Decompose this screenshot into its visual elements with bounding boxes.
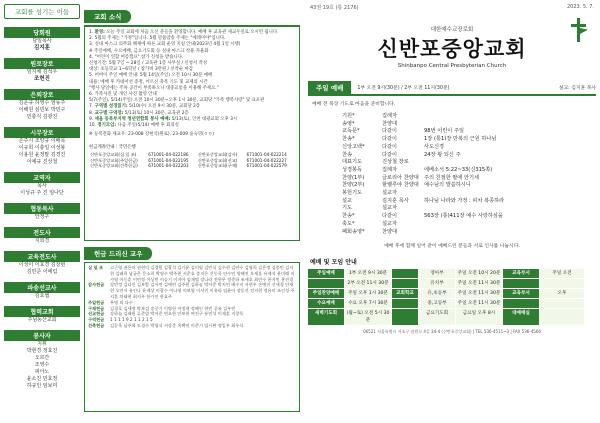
schedule-cell: 주일 오전 11시 30분	[457, 281, 501, 287]
order-person: 김지훈 목사	[382, 197, 409, 204]
order-item: 축도*	[342, 220, 355, 227]
sidebar-heading: 협력교회	[4, 306, 80, 317]
order-item: 폐회송영*	[342, 228, 365, 235]
order-person: 다같이	[382, 151, 398, 158]
sidebar-row: 이규희 이충일 이성봉	[18, 145, 66, 151]
order-row	[342, 167, 596, 175]
church-cross-icon	[568, 18, 590, 44]
sidebar-row: 목사	[37, 183, 47, 189]
order-row	[342, 144, 596, 152]
masthead-top	[308, 4, 596, 11]
worship-order	[308, 113, 596, 236]
sidebar-row: 지희경	[34, 238, 50, 244]
order-item: 성경봉독	[342, 166, 363, 173]
order-row	[342, 128, 596, 136]
offering-label: 선교헌금	[88, 311, 105, 317]
order-item: 교독문*	[342, 128, 360, 135]
news-body: 실내 마스크 의무화 해제에 따른 교회 운영 지침 안내(2023년 4월 1일 시행)	[94, 42, 241, 48]
order-detail	[424, 159, 596, 167]
sidebar-row: 민충식 김광진	[26, 114, 58, 120]
staff-sidebar	[4, 4, 80, 390]
offering-row	[88, 282, 296, 299]
sidebar-row: 조영수	[34, 362, 50, 368]
order-person: 설교자	[382, 220, 398, 227]
news-item	[89, 123, 295, 129]
sidebar-row: 주님동산교회	[27, 317, 57, 323]
bank-row	[89, 163, 295, 169]
schedule-cell	[392, 279, 418, 288]
schedule-cell	[540, 299, 584, 308]
order-item: 기도	[342, 205, 353, 212]
sidebar-heading: 교육전도사	[4, 251, 80, 262]
order-row	[342, 159, 596, 167]
news-no: 5.	[89, 73, 94, 79]
offering-names: 김경호 김세정 박보검 송중기 이병헌 이정재 정해인 현빈 공유 김우빈	[110, 305, 236, 311]
schedule-cell: 수요예배	[308, 299, 344, 308]
offering-names: 1 1 1 1 9 2 1 1 2 1 5	[110, 317, 153, 323]
schedule-cell	[503, 279, 539, 288]
order-item: 대표기도	[342, 159, 363, 166]
news-title: 환영:	[94, 30, 105, 35]
order-item: 설교	[342, 197, 353, 204]
sidebar-heading: 협동목사	[4, 203, 80, 214]
order-person: 할렐루야 찬양대	[382, 182, 419, 189]
bank-cell: 671001-04-022203	[148, 163, 189, 169]
order-person: 집례자	[382, 113, 398, 119]
sidebar-heading: 전도사	[4, 227, 80, 238]
order-item: 봉헌기도	[342, 190, 363, 197]
sidebar-row: 피아노	[34, 369, 50, 375]
bank-cell: 671001-04-022579	[246, 163, 287, 169]
schedule-cell: 유,초등부	[419, 289, 455, 298]
sidebar-row: 박현경 정효진	[26, 348, 58, 354]
offering-names: 강하늘 김래원 류준열 박서준 변요한 안보현 여진구 유연석 이제훈 지창욱	[110, 311, 244, 317]
order-person: 찬양대	[382, 228, 398, 235]
news-no: 8.	[89, 110, 94, 116]
sidebar-row: 조헌진	[34, 76, 50, 82]
sidebar-row: 이용원 윤정말 김경진	[18, 152, 66, 158]
schedule-cell: 새벽기도회	[308, 309, 344, 325]
schedule-cell: 주일 오전 11시 30분	[457, 291, 501, 297]
bank-table	[89, 152, 295, 169]
bank-cell: 신반포중앙교회(감사)	[197, 152, 238, 158]
schedule-cell: 주일예배	[308, 269, 344, 278]
news-body: "행사 당일에는 주차 공간이 부족하오니 대중교통을 이용해 주세요."	[89, 85, 219, 91]
sidebar-row: 이예규 진상철	[26, 159, 58, 165]
news-body: 내용: 예배 후 카네이션 증정, 어르신 축복 기도 및 교제의 시간	[89, 79, 208, 85]
worship-time: 1부 오전 9시(30분) / 2부 오전 11시(30분)	[357, 86, 450, 91]
sidebar-row: 하규인 임보미	[26, 383, 58, 389]
schedule-cell	[392, 299, 418, 308]
news-header: 교회 소식	[84, 10, 131, 23]
news-body: 다음 주일(5/14) 예배 후 회의실	[117, 123, 179, 129]
order-row	[342, 136, 596, 144]
schedule-cell: 금요기도회	[419, 309, 455, 325]
prayer-box	[84, 262, 300, 412]
news-body: 어버이 주일 예배 안내: 5월 14일(주일) 오전 10시 30분 예배	[94, 73, 213, 79]
sidebar-heading: 당회원	[4, 27, 80, 38]
offering-label: 감사헌금	[88, 282, 105, 288]
news-title: 교구별 구역장:	[94, 110, 124, 116]
bank-cell: 신반포중앙교회(구제)	[197, 163, 238, 169]
schedule-cell: 2부 오전 11시 30분	[345, 279, 391, 288]
schedule-cell: 교회학교	[392, 289, 418, 298]
church-name-en: Shinbanpo Central Presbyterian Church	[397, 63, 507, 69]
news-body: "어린이 연합 여름캠프" 참가 신청을 받습니다.	[94, 54, 184, 60]
sidebar-heading: 원로장로	[4, 58, 80, 69]
offering-names: 김동욱 남주혁 도경수 박형식 서강준 옥택연 이준기 임시완 정일우 최우식	[110, 322, 244, 328]
order-row	[342, 205, 596, 213]
order-person: 다같이	[382, 136, 398, 143]
order-person: 설교자	[382, 205, 398, 212]
offering-label: 주일헌금	[88, 299, 105, 305]
sidebar-row: 임지채 김석우	[26, 69, 58, 75]
sidebar-heading: 교역자	[4, 172, 80, 183]
closing-note: 예배 후에 함께 일어 같이 예배드린 분들과 서로 인사를 나눕시다.	[384, 244, 520, 250]
news-no: 4.	[89, 54, 94, 60]
bank-cell: 671001-04-022214	[246, 152, 287, 158]
church-name: 신반포중앙교회	[377, 36, 527, 61]
order-row	[342, 198, 596, 206]
order-detail: 563장 (통)411장 예수 사랑하심을	[424, 213, 503, 220]
news-no: 3.	[89, 42, 94, 48]
bank-cell: 신반포중앙교회(선교)	[197, 157, 238, 163]
sidebar-row: 이성규 주 진 임나단	[20, 190, 64, 196]
sidebar-row: 지휘	[37, 341, 47, 347]
order-person: 설교자	[382, 190, 398, 197]
bank-cell: 671001-04-022186	[148, 152, 189, 158]
order-detail: 주의 친절한 팔에 안기세	[424, 174, 480, 181]
news-body: 가족사진 및 개인 사진 촬영 안내	[94, 92, 157, 98]
order-item: 기원*	[342, 113, 355, 119]
news-no: 1.	[89, 30, 94, 35]
sidebar-row: 담임목사	[32, 38, 52, 44]
order-detail: 하나님 나라와 가정 : 피차 복종하라	[424, 197, 505, 204]
news-body: 대상: 초등학교 1~6학년 / 참가비 3만원 / 선착순 마감	[89, 67, 194, 73]
sidebar-heading: 은퇴장로	[4, 89, 80, 100]
sidebar-row: 오르간	[34, 355, 50, 361]
schedule-cell	[392, 269, 418, 278]
bank-cell: 신반포중앙교회(십 일 조)	[90, 152, 137, 158]
bank-title: 헌금계좌안내 : 국민은행	[89, 145, 136, 151]
order-row	[342, 121, 596, 129]
offering-label: 건축헌금	[88, 322, 105, 328]
bulletin-main	[308, 4, 596, 335]
worship-tag: 주일 예배	[308, 81, 351, 94]
order-item: 찬송	[342, 151, 353, 158]
worship-bar	[308, 81, 596, 96]
order-detail: 98번 어린이 주일	[424, 128, 464, 135]
news-no: 10.	[89, 123, 96, 129]
news-title: 구역별 성경읽기:	[94, 104, 128, 110]
offering-names: 무명 외 다수	[110, 299, 133, 305]
order-detail: 1장 (통1)장 만복의 근원 하나님	[424, 136, 497, 143]
order-person: 다같이	[382, 128, 398, 135]
order-item: 찬양(1부)	[342, 174, 365, 181]
order-detail: 에베소서 5:22~33(신315쪽)	[424, 166, 493, 173]
schedule-cell: 중,고등부	[419, 299, 455, 308]
order-detail	[424, 205, 596, 213]
order-row	[342, 182, 596, 190]
phone-note: ※ 등록전화 새교우: 23-008 강현석(원로), 23-009 윤숙영(ㅇㅇ)	[89, 132, 214, 138]
schedule-cell	[503, 299, 539, 308]
schedule-cell: 주일 오후 1시 30분	[345, 289, 391, 298]
sidebar-title: 교회를 섬기는 이들	[4, 4, 80, 19]
order-person: 진상철 장로	[382, 159, 409, 166]
order-detail	[424, 190, 596, 198]
schedule-cell: 유치부	[419, 279, 455, 288]
order-person: 찬양대	[382, 120, 398, 127]
order-person: 글로리아 찬양대	[382, 174, 419, 181]
bank-cell: 신반포중앙교회(주일헌금)	[90, 157, 138, 163]
news-body: 5/13(토), 인천 대광교회 오후 3시	[171, 116, 238, 122]
order-row	[342, 229, 596, 237]
schedule-cell: 교육부서	[503, 269, 539, 278]
offering-names: 고근영 권은미 권현덕 김경원 김광석 김기윤 김미영 김민식 김수현 김연수 김영희 김은정 김종민 김지현 김태희 남궁은 문소희 박영수 박주현 서준호 송지은 신동욱 안수민 양혜진 오세훈 유재석 윤미래 이가영 이동훈 이민정 이상민 이승기 이지아 임재범 장나라 전현무 정준하 조세호 최민수 한지민 홍진경	[110, 265, 295, 282]
news-column	[84, 4, 300, 412]
offering-row	[88, 323, 296, 329]
sidebar-row: 김운규 하영수 엄동주	[18, 100, 66, 106]
sidebar-row: 손주시 조양규 이배목	[18, 138, 66, 144]
news-no: 7.	[89, 104, 94, 110]
sidebar-heading: 봉사자	[4, 330, 80, 341]
schedule-cell: 교육부서	[503, 289, 539, 298]
silent-prayer-note: 예배 전 묵상 기도로 마음을 준비합니다.	[312, 102, 396, 107]
schedule-cell: 금요일 오후 8시	[456, 309, 502, 325]
sidebar-row: 윤소진 민효정	[26, 376, 58, 382]
order-detail: 사도신경	[424, 143, 445, 150]
schedule-cell: (월~토) 오전 5시 30분	[346, 311, 390, 324]
news-body: 5월의 주제는 "가정"입니다. 5월 말씀암송 주제는 "예레미야"입니다.	[94, 36, 226, 42]
news-body: 신청기간: 5월 7일 ~ 28일 / 교육관 1층 사무실 / 신청서 작성	[89, 61, 208, 67]
schedule-cell: 대예배실	[503, 309, 539, 325]
sidebar-sections	[4, 27, 80, 390]
news-no: 6.	[89, 92, 94, 98]
order-row	[342, 190, 596, 198]
bank-cell: 671001-04-022195	[148, 157, 189, 163]
church-address: 06521 서울특별시 서초구 잠원로 4길 34-4 (신반포중앙교회) | TEL 536-4511~3 | FAX 536-4566	[363, 329, 541, 335]
offering-names: 강민정 김다인 김보람 김서연 김예린 김주원 김하늘 박서준 박지민 배수지 서현우 손예진 신세경 안재현 오연서 유인나 윤계상 이광수 이나영 이보영 이서진 이유리 임윤아 장동건 전지현 정유미 조인성 주지훈 차태현 최지우 한가인 한효주	[110, 282, 295, 299]
schedule-grid	[308, 269, 596, 325]
order-item: 찬송*	[342, 213, 355, 220]
order-row	[342, 221, 596, 229]
issue-number: 43권 19호 (통 2176)	[310, 5, 359, 11]
bank-cell: 671001-04-022227	[246, 157, 287, 163]
prayer-header: 헌금 드리신 교우	[84, 247, 152, 260]
schedule-cell: 주일 오전	[540, 269, 584, 278]
news-box	[84, 25, 300, 241]
order-item: 찬송*	[342, 136, 355, 143]
sidebar-row: 이성이 이효경 김창현	[18, 262, 66, 268]
order-detail	[424, 113, 596, 121]
sidebar-heading: 파송선교사	[4, 282, 80, 293]
offering-row	[88, 265, 296, 282]
order-detail	[424, 221, 596, 229]
order-detail	[424, 229, 596, 237]
order-detail: 예수님의 말씀하시니	[424, 182, 471, 189]
order-person: 집례자	[382, 166, 398, 173]
schedule-cell: 오후	[540, 289, 584, 298]
order-item: 찬양(2부)	[342, 182, 365, 189]
order-person: 다같이	[382, 143, 398, 150]
offering-label: 구제헌금	[88, 305, 105, 311]
bulletin-date: 2023. 5. 7.	[566, 4, 594, 10]
schedule-cell: 영아부	[419, 269, 455, 278]
schedule-cell	[392, 309, 418, 325]
order-row	[342, 213, 596, 221]
news-no: 2.	[89, 36, 94, 42]
order-person: 다같이	[382, 213, 398, 220]
bank-cell: 신반포중앙교회(건축헌금)	[90, 163, 138, 169]
offering-label: 십 일 조	[88, 265, 104, 270]
order-row	[342, 113, 596, 121]
news-list	[89, 30, 295, 129]
sidebar-row: 이해원 심민보 박민구	[18, 107, 66, 113]
sidebar-row: 안정구	[34, 214, 50, 220]
schedule-cell	[308, 279, 344, 288]
news-body: 5/13(토) 10시 30분, 교육관 2층	[124, 110, 189, 116]
schedule-cell: 주일 오전 10시 20분	[457, 271, 501, 277]
schedule-cell: 주일찬양예배	[308, 289, 344, 298]
order-item: 송영*	[342, 120, 355, 127]
denomination: 대한예수교장로회	[430, 27, 474, 33]
sidebar-row: 김민준 이예림	[26, 269, 58, 275]
sidebar-heading: 시무장로	[4, 127, 80, 138]
order-detail: 24장 왕 되신 주	[424, 151, 461, 158]
offering-label: 구역헌금	[88, 317, 105, 323]
order-row	[342, 152, 596, 160]
news-body: 5/7(주일), 5/14(주일) 오전 10시 30분~오후 1시 30분, 교회당 "가족 행복사랑" 및 표포관	[89, 98, 265, 104]
schedule-cell	[540, 279, 584, 288]
prayer-list	[88, 265, 296, 329]
schedule-cell: 수요 오후 7시 30분	[345, 299, 391, 308]
sidebar-row: 김요셉	[34, 293, 50, 299]
news-body: 5/10(수) 오전 9시 30분, 교회당 2층	[129, 104, 201, 110]
news-body: 오늘 주일 교회에 처음 오신 분들을 환영합니다. 예배 후 교육관 새교우실로 오시면 됩니다.	[106, 30, 279, 35]
sidebar-row: 김지훈	[34, 45, 50, 51]
schedule-cell: 주일 오전 11시 30분	[457, 301, 501, 307]
schedule-cell: 1부 오전 9시 30분	[345, 269, 391, 278]
news-title: 세움 동북부지역 청년연합회 봉사 예배:	[94, 116, 171, 122]
order-item: 신앙고백*	[342, 143, 365, 150]
news-no: 9.	[89, 116, 94, 122]
news-body: ※ 주일예배, 수요예배, 금요기도회 등 실내 마스크 착용 자율화	[89, 48, 209, 54]
worship-leader: 설교: 김지훈 목사	[558, 86, 596, 91]
schedule-cell	[540, 309, 584, 325]
schedule-title: 예배 및 모임 안내	[310, 259, 357, 267]
news-title: 정기모임:	[97, 123, 117, 129]
